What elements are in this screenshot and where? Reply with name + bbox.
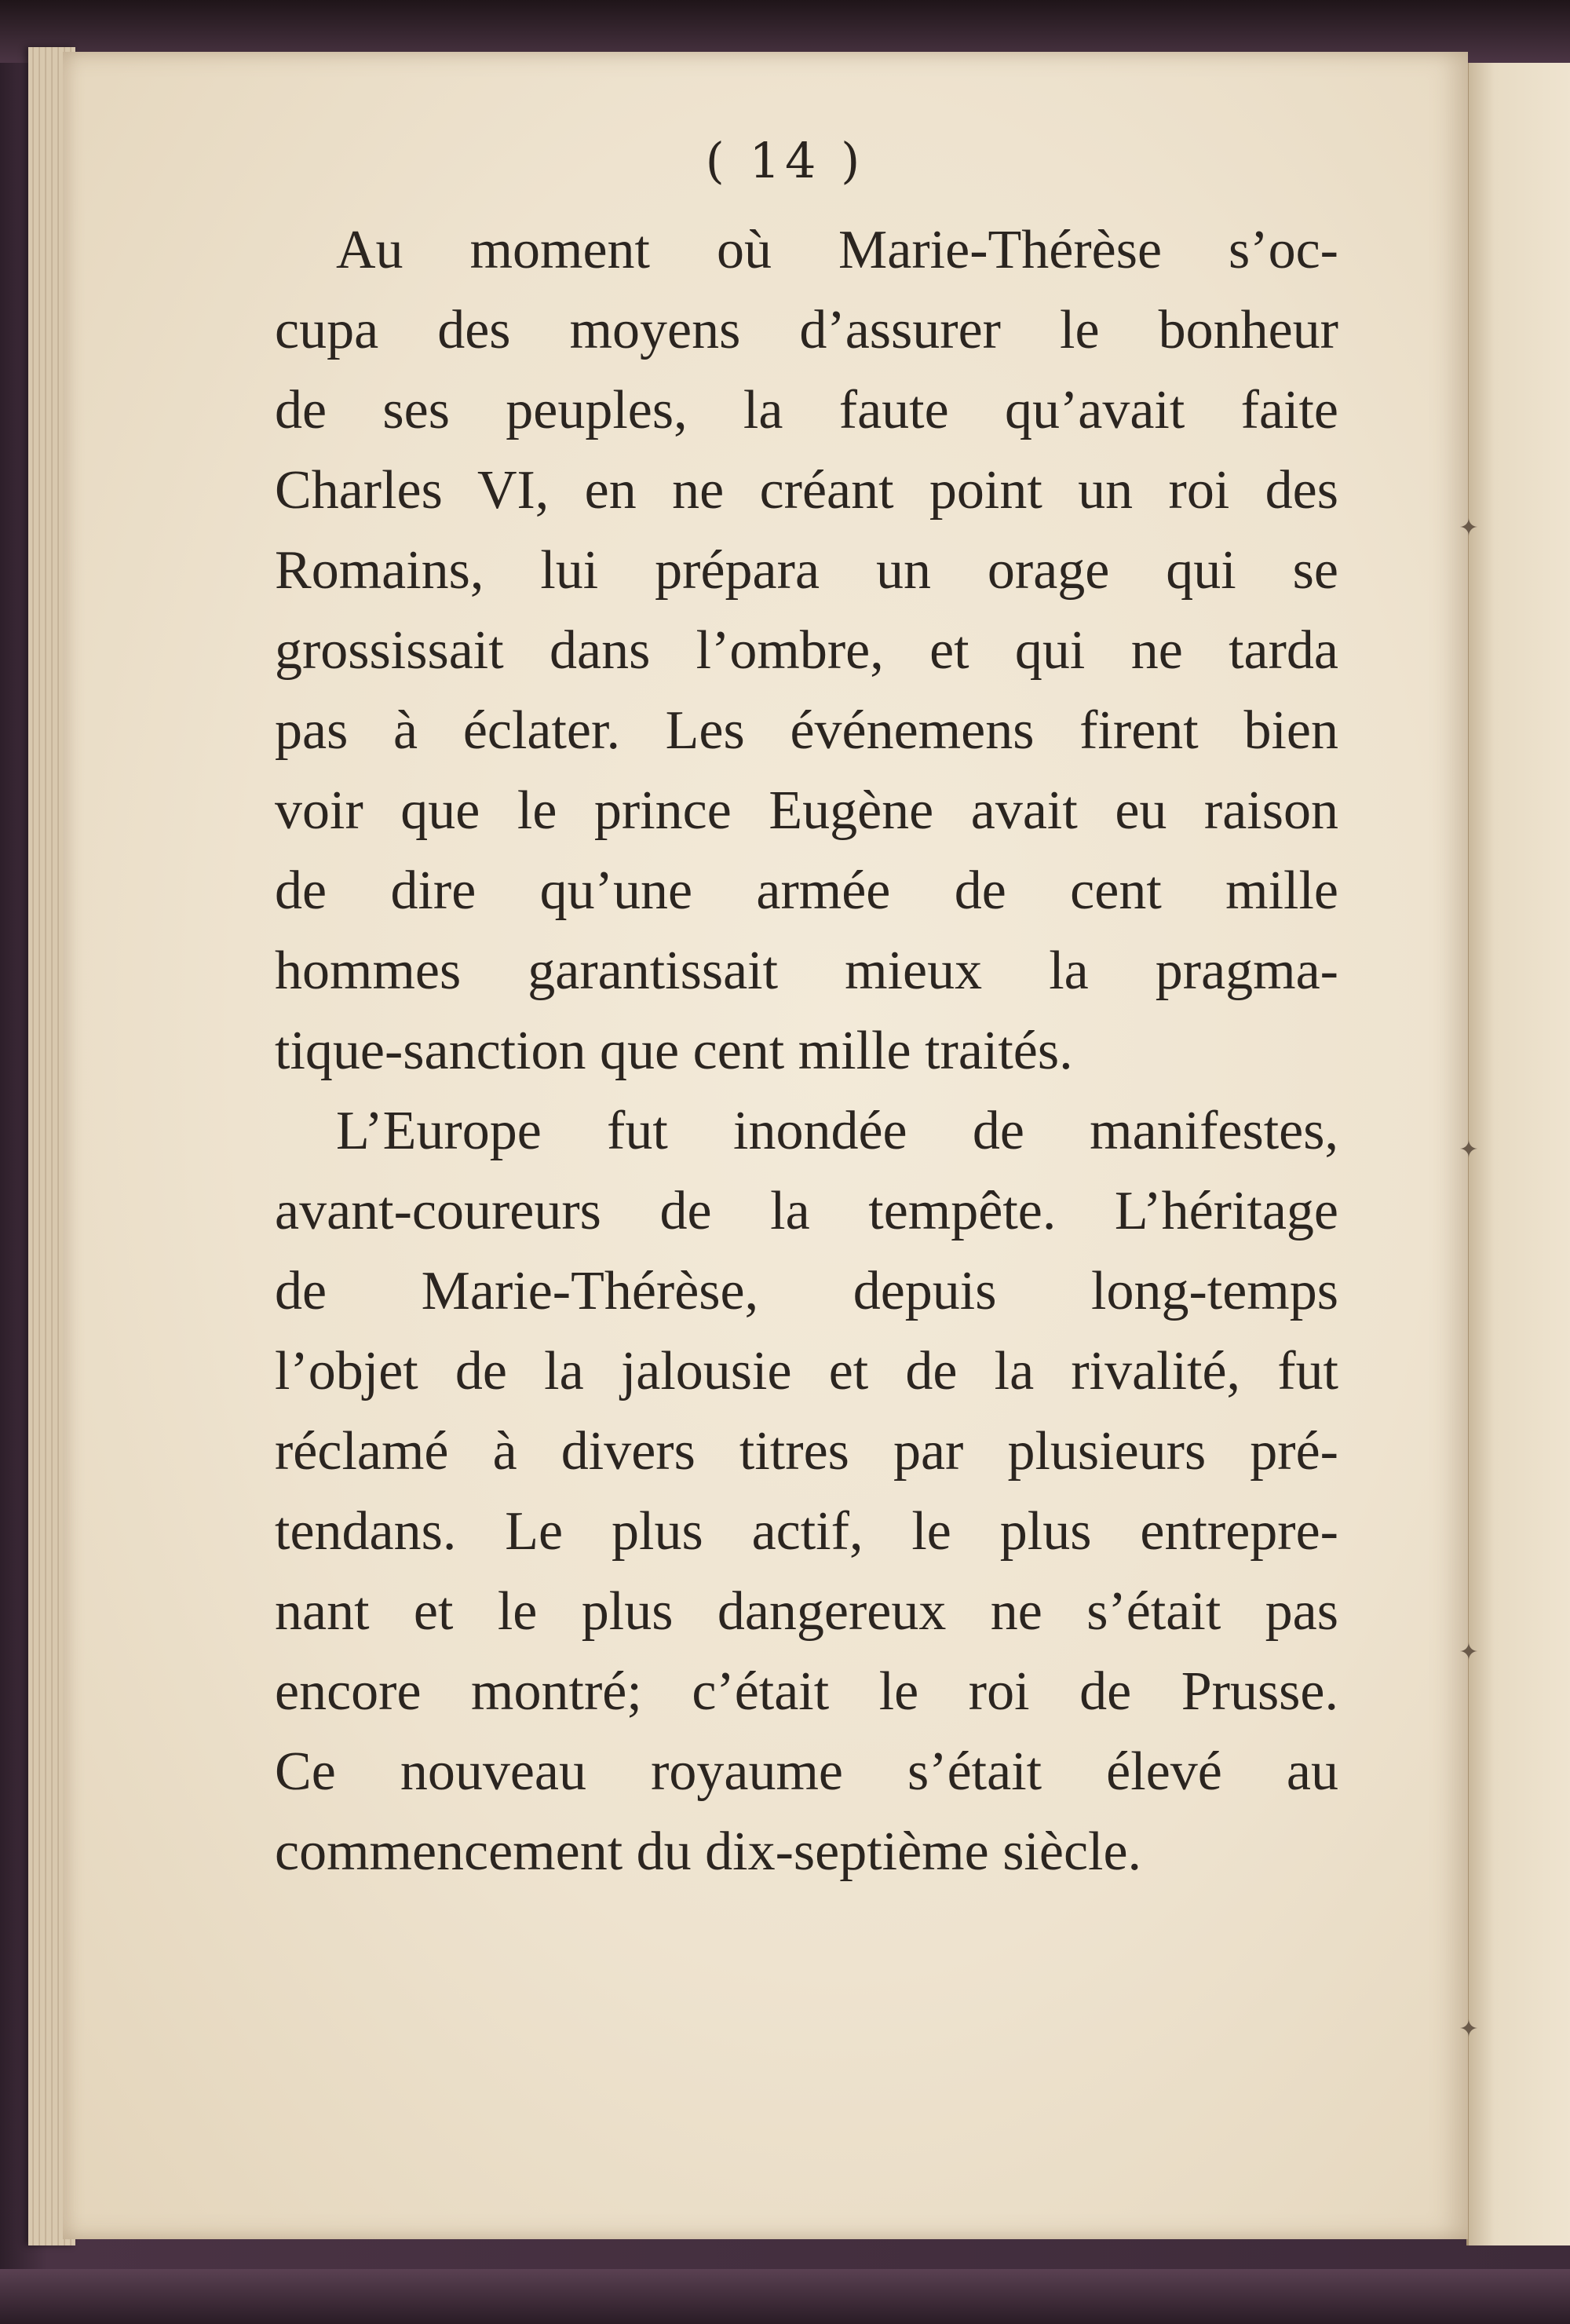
binding-stitch-icon: ✦ <box>1459 1639 1479 1666</box>
text-line: pas à éclater. Les événemens firent bien <box>275 700 1338 761</box>
page-text <box>275 210 1338 1892</box>
text-line: voir que le prince Eugène avait eu raison <box>275 780 1338 841</box>
text-line: commencement du dix-septième siècle. <box>275 1822 1142 1882</box>
text-line: de Marie-Thérèse, depuis long-temps <box>275 1261 1338 1321</box>
text-line: tendans. Le plus actif, le plus entrepre- <box>275 1501 1338 1562</box>
paragraph-2 <box>275 1091 1338 1892</box>
text-line: Romains, lui prépara un orage qui se <box>275 540 1338 601</box>
text-line: nant et le plus dangereux ne s’était pas <box>275 1581 1338 1642</box>
text-line: encore montré; c’était le roi de Prusse. <box>275 1661 1338 1722</box>
text-line: avant-coureurs de la tempête. L’héritage <box>275 1181 1338 1241</box>
binding-stitch-icon: ✦ <box>1459 514 1479 542</box>
text-line: Ce nouveau royaume s’était élevé au <box>275 1741 1338 1802</box>
text-line: cupa des moyens d’assurer le bonheur <box>275 300 1338 360</box>
binding-stitch-icon: ✦ <box>1459 1136 1479 1164</box>
binding-stitch-icon: ✦ <box>1459 2015 1479 2043</box>
text-line: grossissait dans l’ombre, et qui ne tarda <box>275 620 1338 681</box>
text-line: Charles VI, en ne créant point un roi des <box>275 460 1338 521</box>
text-line: Au moment où Marie-Thérèse s’oc- <box>336 220 1338 280</box>
text-line: l’objet de la jalousie et de la rivalité, fut <box>275 1341 1338 1401</box>
paragraph-1 <box>275 210 1338 1091</box>
cover-cloth-bottom <box>0 2269 1570 2324</box>
text-line: hommes garantissait mieux la pragma- <box>275 941 1338 1001</box>
text-line: L’Europe fut inondée de manifestes, <box>336 1101 1338 1161</box>
text-line: tique-sanction que cent mille traités. <box>275 1021 1073 1081</box>
text-line: de ses peuples, la faute qu’avait faite <box>275 380 1338 440</box>
page-number: ( 14 ) <box>705 132 865 189</box>
text-line: de dire qu’une armée de cent mille <box>275 861 1338 921</box>
text-line: réclamé à divers titres par plusieurs pré- <box>275 1421 1338 1482</box>
facing-page-edge <box>1466 63 1570 2245</box>
